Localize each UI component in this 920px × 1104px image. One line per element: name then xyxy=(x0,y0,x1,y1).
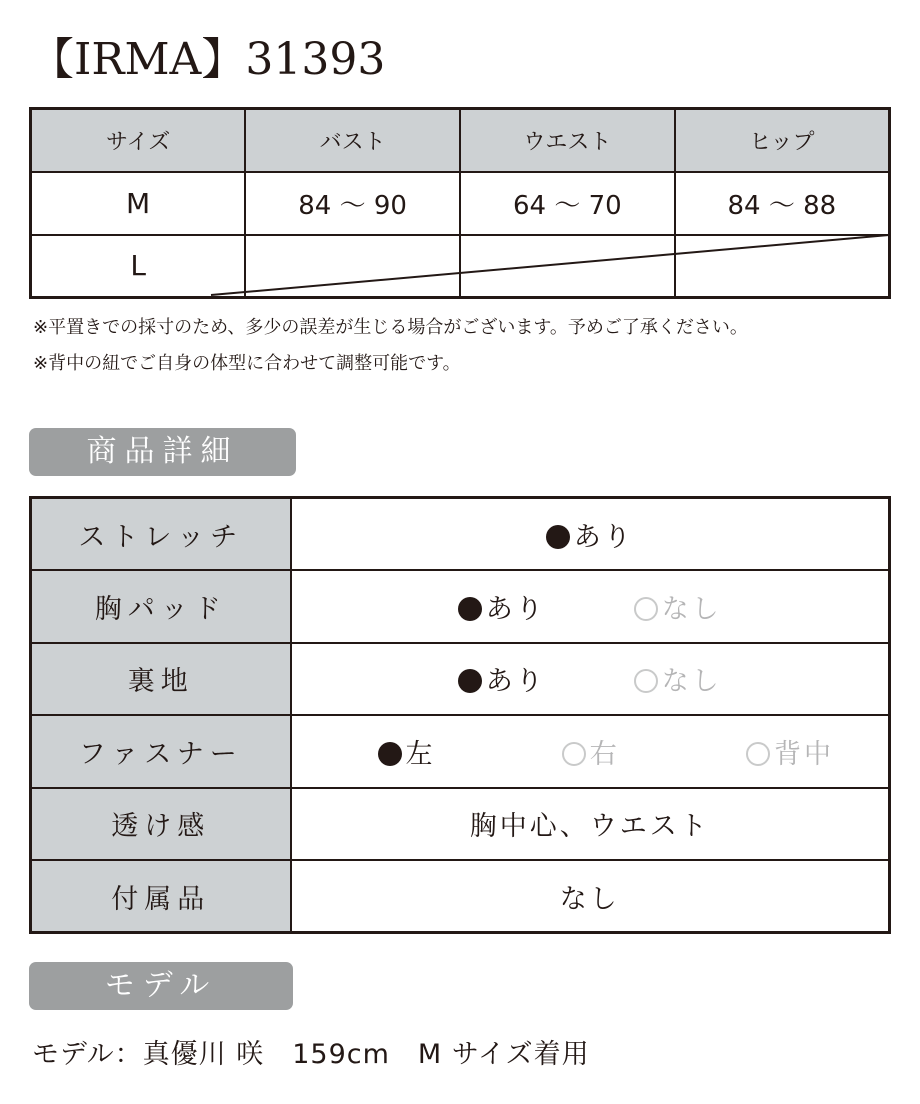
table-row xyxy=(31,643,890,716)
header-size: サイズ xyxy=(31,109,246,172)
fastener-back-text: 背中 xyxy=(774,738,834,770)
details-heading: 商品詳細 xyxy=(29,428,296,476)
stretch-value-cell xyxy=(291,498,890,571)
bust-value-m: 84 〜 90 xyxy=(245,172,460,235)
table-row xyxy=(31,570,890,643)
hollow-circle-icon xyxy=(634,669,658,693)
waist-value-m: 64 〜 70 xyxy=(460,172,675,235)
note-adjustable: ※背中の紐でご自身の体型に合わせて調整可能です。 xyxy=(33,353,461,374)
pad-option-yes xyxy=(458,587,546,626)
note-measurement: ※平置きでの採寸のため、多少の誤差が生じる場合がございます。予めご了承ください。 xyxy=(33,317,748,338)
lining-value-cell xyxy=(291,643,890,716)
stretch-option-yes xyxy=(546,515,634,554)
size-table xyxy=(29,107,891,299)
lining-label: 裏地 xyxy=(31,643,291,716)
hip-value-l xyxy=(675,235,890,298)
fastener-option-left xyxy=(378,732,436,771)
size-table-header-row xyxy=(31,109,890,172)
hollow-circle-icon xyxy=(562,742,586,766)
filled-circle-icon xyxy=(378,742,402,766)
filled-circle-icon xyxy=(458,669,482,693)
sheer-label: 透け感 xyxy=(31,788,291,861)
accessories-value: なし xyxy=(291,860,890,933)
table-row xyxy=(31,860,890,933)
accessories-label: 付属品 xyxy=(31,860,291,933)
details-table xyxy=(29,496,891,934)
sheer-value: 胸中心、ウエスト xyxy=(291,788,890,861)
pad-label: 胸パッド xyxy=(31,570,291,643)
table-row xyxy=(31,498,890,571)
pad-yes-text: あり xyxy=(485,593,546,625)
fastener-option-right xyxy=(562,732,620,771)
fastener-label: ファスナー xyxy=(31,715,291,788)
model-heading: モデル xyxy=(29,962,293,1010)
fastener-option-back xyxy=(746,732,834,771)
table-row xyxy=(31,788,890,861)
header-waist: ウエスト xyxy=(460,109,675,172)
table-row xyxy=(31,235,890,298)
filled-circle-icon xyxy=(458,597,482,621)
waist-value-l xyxy=(460,235,675,298)
stretch-yes-text: あり xyxy=(573,521,634,553)
model-info: モデル：真優川 咲 159cm M サイズ着用 xyxy=(32,1039,590,1070)
pad-value-cell xyxy=(291,570,890,643)
hollow-circle-icon xyxy=(746,742,770,766)
stretch-label: ストレッチ xyxy=(31,498,291,571)
lining-no-text: なし xyxy=(661,666,722,698)
table-row xyxy=(31,715,890,788)
product-title: 【IRMA】31393 xyxy=(30,34,386,85)
fastener-right-text: 右 xyxy=(589,738,620,770)
filled-circle-icon xyxy=(546,525,570,549)
pad-option-no xyxy=(634,587,722,626)
size-label-l: L xyxy=(31,235,246,298)
header-bust: バスト xyxy=(245,109,460,172)
lining-option-no xyxy=(634,659,722,698)
lining-yes-text: あり xyxy=(485,666,546,698)
bust-value-l xyxy=(245,235,460,298)
lining-option-yes xyxy=(458,659,546,698)
fastener-value-cell xyxy=(291,715,890,788)
hollow-circle-icon xyxy=(634,597,658,621)
size-label-m: M xyxy=(31,172,246,235)
fastener-left-text: 左 xyxy=(405,738,436,770)
table-row xyxy=(31,172,890,235)
header-hip: ヒップ xyxy=(675,109,890,172)
pad-no-text: なし xyxy=(661,593,722,625)
hip-value-m: 84 〜 88 xyxy=(675,172,890,235)
